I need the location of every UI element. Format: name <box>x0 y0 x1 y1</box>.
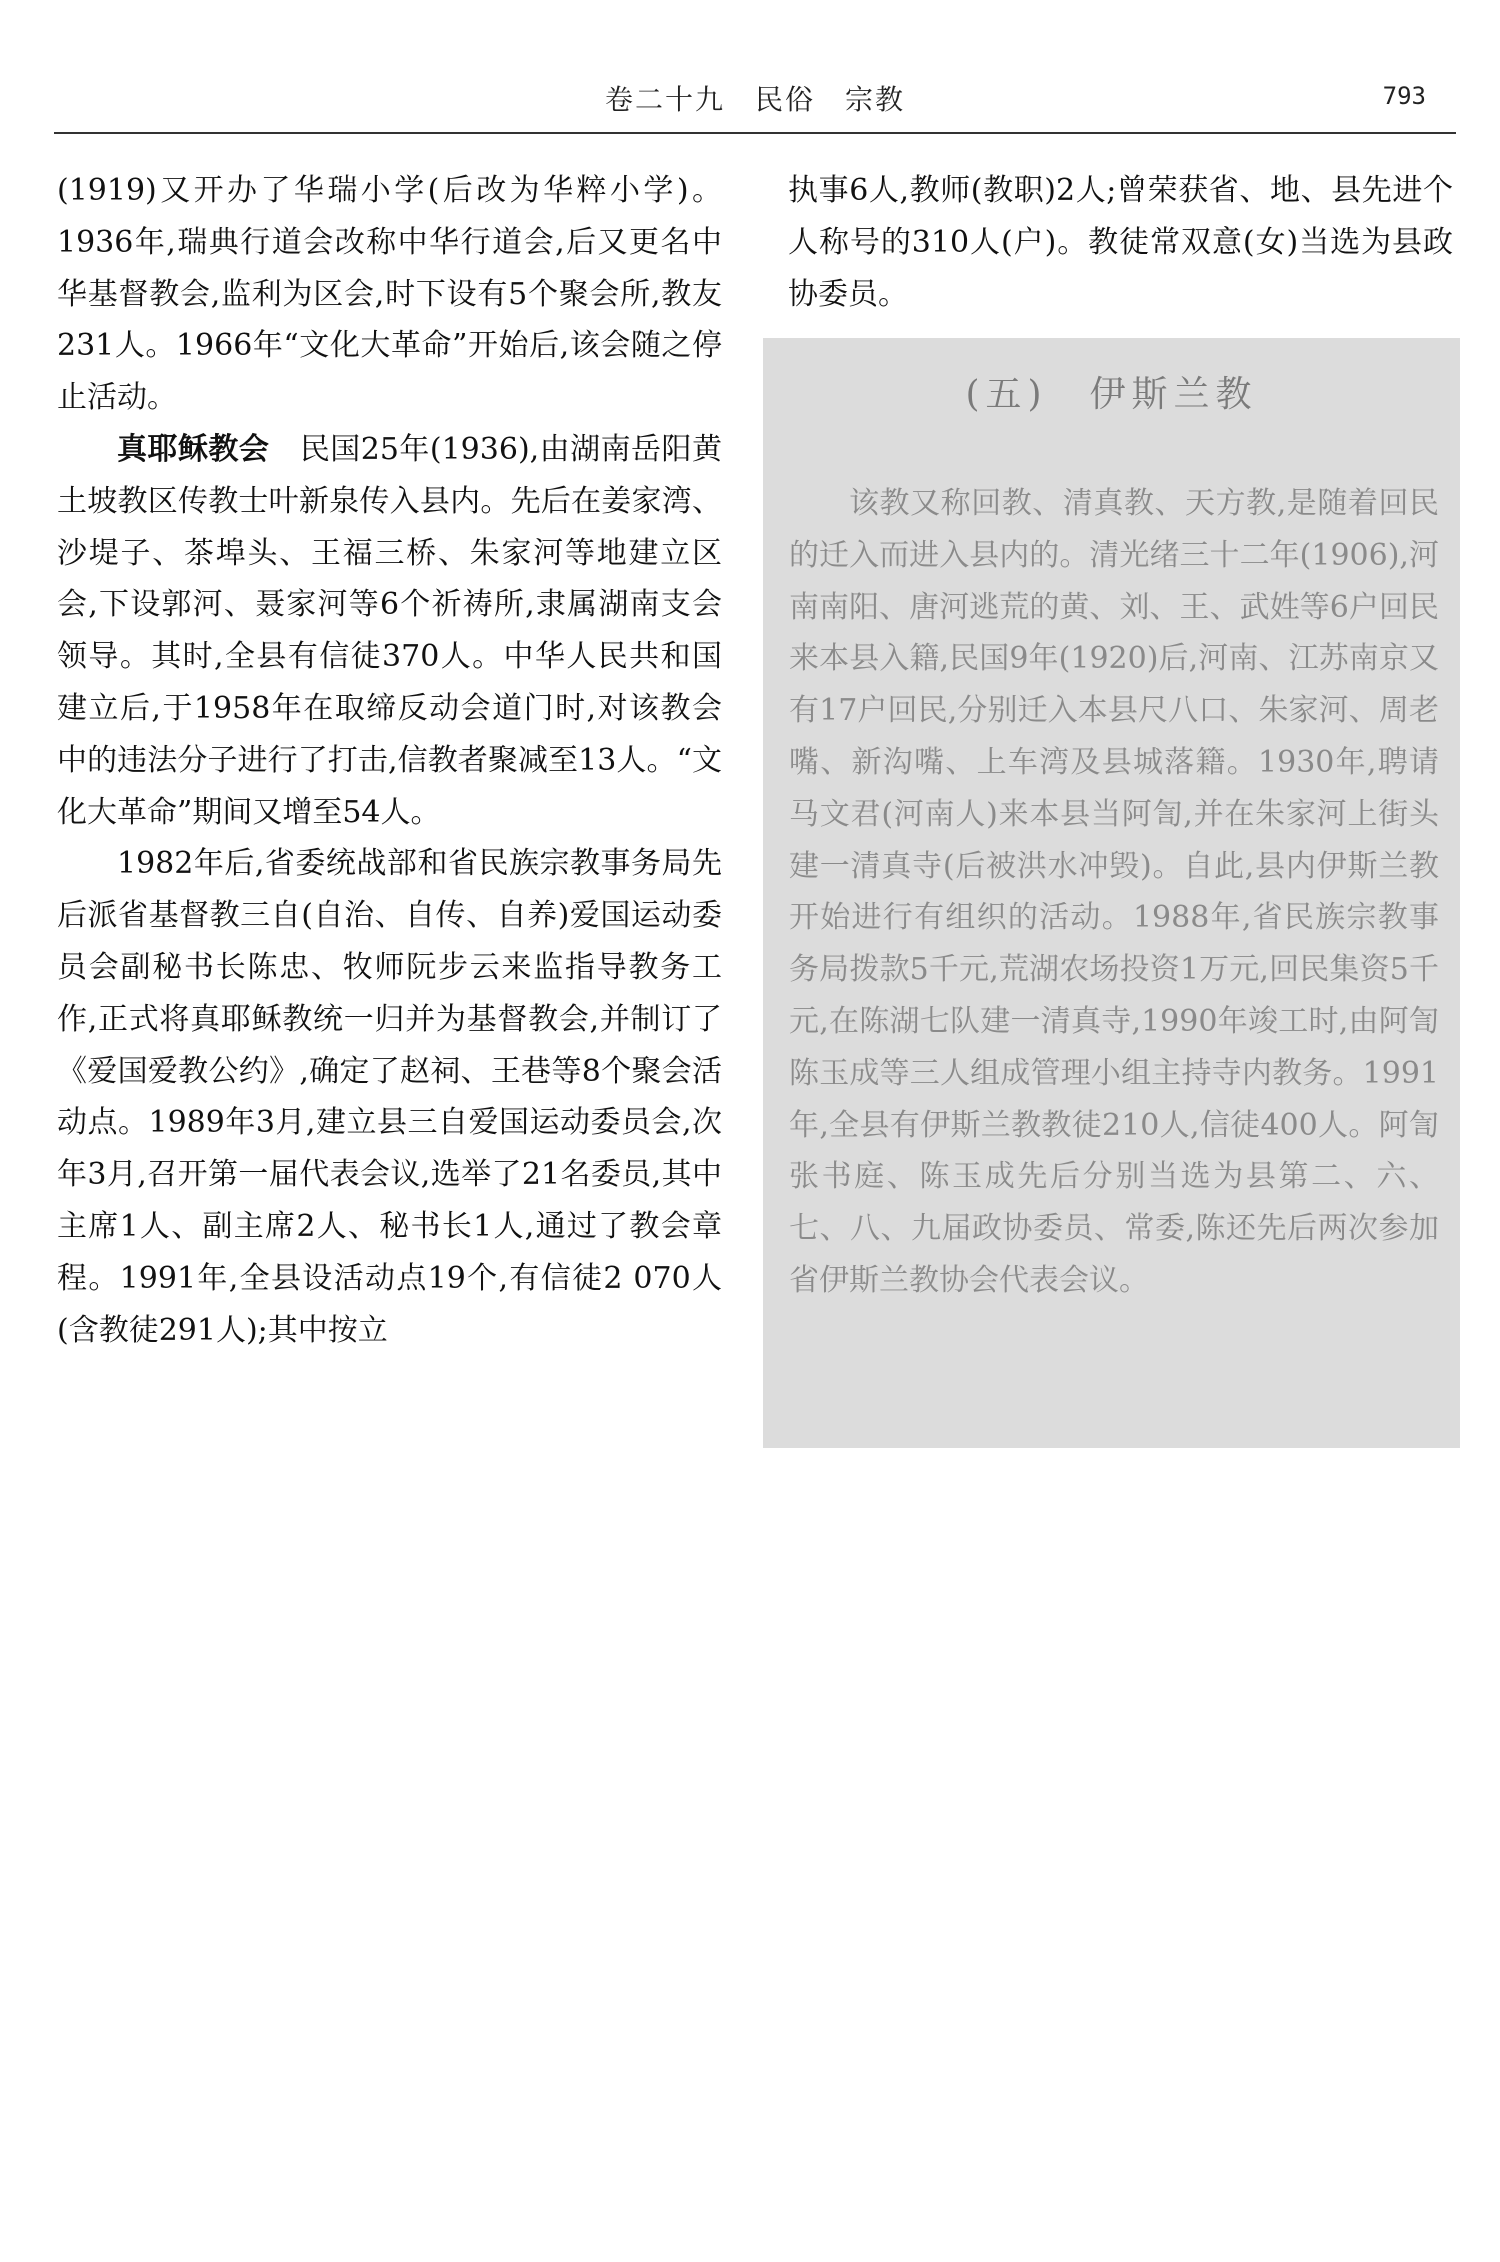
paragraph-true-jesus-church <box>57 424 722 838</box>
left-column <box>57 165 722 1356</box>
paragraph-islam: 该教又称回教、清真教、天方教,是随着回民的迁入而进入县内的。清光绪三十二年(1906),河南南阳、唐河逃荒的黄、刘、王、武姓等6户回民来本县入籍,民国9年(1920)后,河南、江苏南京又有17户回民,分别迁入本县尺八口、朱家河、周老嘴、新沟嘴、上车湾及县城落籍。1930年,聘请马文君(河南人)来本县当阿訇,并在朱家河上街头建一清真寺(后被洪水冲毁)。自此,县内伊斯兰教开始进行有组织的活动。1988年,省民族宗教事务局拨款5千元,荒湖农场投资1万元,回民集资5千元,在陈湖七队建一清真寺,1990年竣工时,由阿訇陈玉成等三人组成管理小组主持寺内教务。1991年,全县有伊斯兰教教徒210人,信徒400人。阿訇张书庭、陈玉成先后分别当选为县第二、六、七、八、九届政协委员、常委,陈还先后两次参加省伊斯兰教协会代表会议。 <box>789 486 1439 1298</box>
true-jesus-church-text: 民国25年(1936),由湖南岳阳黄土坡教区传教士叶新泉传入县内。先后在姜家湾、沙堤子、茶埠头、王福三桥、朱家河等地建立区会,下设郭河、聂家河等6个祈祷所,隶属湖南支会领导。其时,全县有信徒370人。中华人民共和国建立后,于1958年在取缔反动会道门时,对该教会中的违法分子进行了打击,信教者聚减至13人。“文化大革命”期间又增至54人。 <box>57 431 723 830</box>
right-column <box>788 165 1453 320</box>
header-divider <box>54 132 1456 134</box>
paragraph-huarui-school: (1919)又开办了华瑞小学(后改为华粹小学)。1936年,瑞典行道会改称中华行道会,后又更名中华基督教会,监利为区会,时下设有5个聚会所,教友231人。1966年“文化大革命”开始后,该会随之停止活动。 <box>57 173 722 416</box>
section-title-islam: (五) 伊斯兰教 <box>965 374 1258 415</box>
page-header <box>54 78 1456 132</box>
islam-section <box>763 338 1460 1448</box>
islam-body <box>789 478 1439 1307</box>
paragraph-after-1982: 1982年后,省委统战部和省民族宗教事务局先后派省基督教三自(自治、自传、自养)爱国运动委员会副秘书长陈忠、牧师阮步云来监指导教务工作,正式将真耶稣教统一归并为基督教会,并制订了《爱国爱教公约》,确定了赵祠、王巷等8个聚会活动点。1989年3月,建立县三自爱国运动委员会,次年3月,召开第一届代表会议,选举了21名委员,其中主席1人、副主席2人、秘书长1人,通过了教会章程。1991年,全县设活动点19个,有信徒2 070人(含教徒291人);其中按立 <box>57 846 722 1348</box>
true-jesus-church-heading: 真耶稣教会 <box>117 431 270 467</box>
page-number: 793 <box>1382 82 1426 110</box>
paragraph-deacons: 执事6人,教师(教职)2人;曾荣获省、地、县先进个人称号的310人(户)。教徒常双意(女)当选为县政协委员。 <box>788 173 1453 312</box>
running-title: 卷二十九 民俗 宗教 <box>604 83 905 116</box>
